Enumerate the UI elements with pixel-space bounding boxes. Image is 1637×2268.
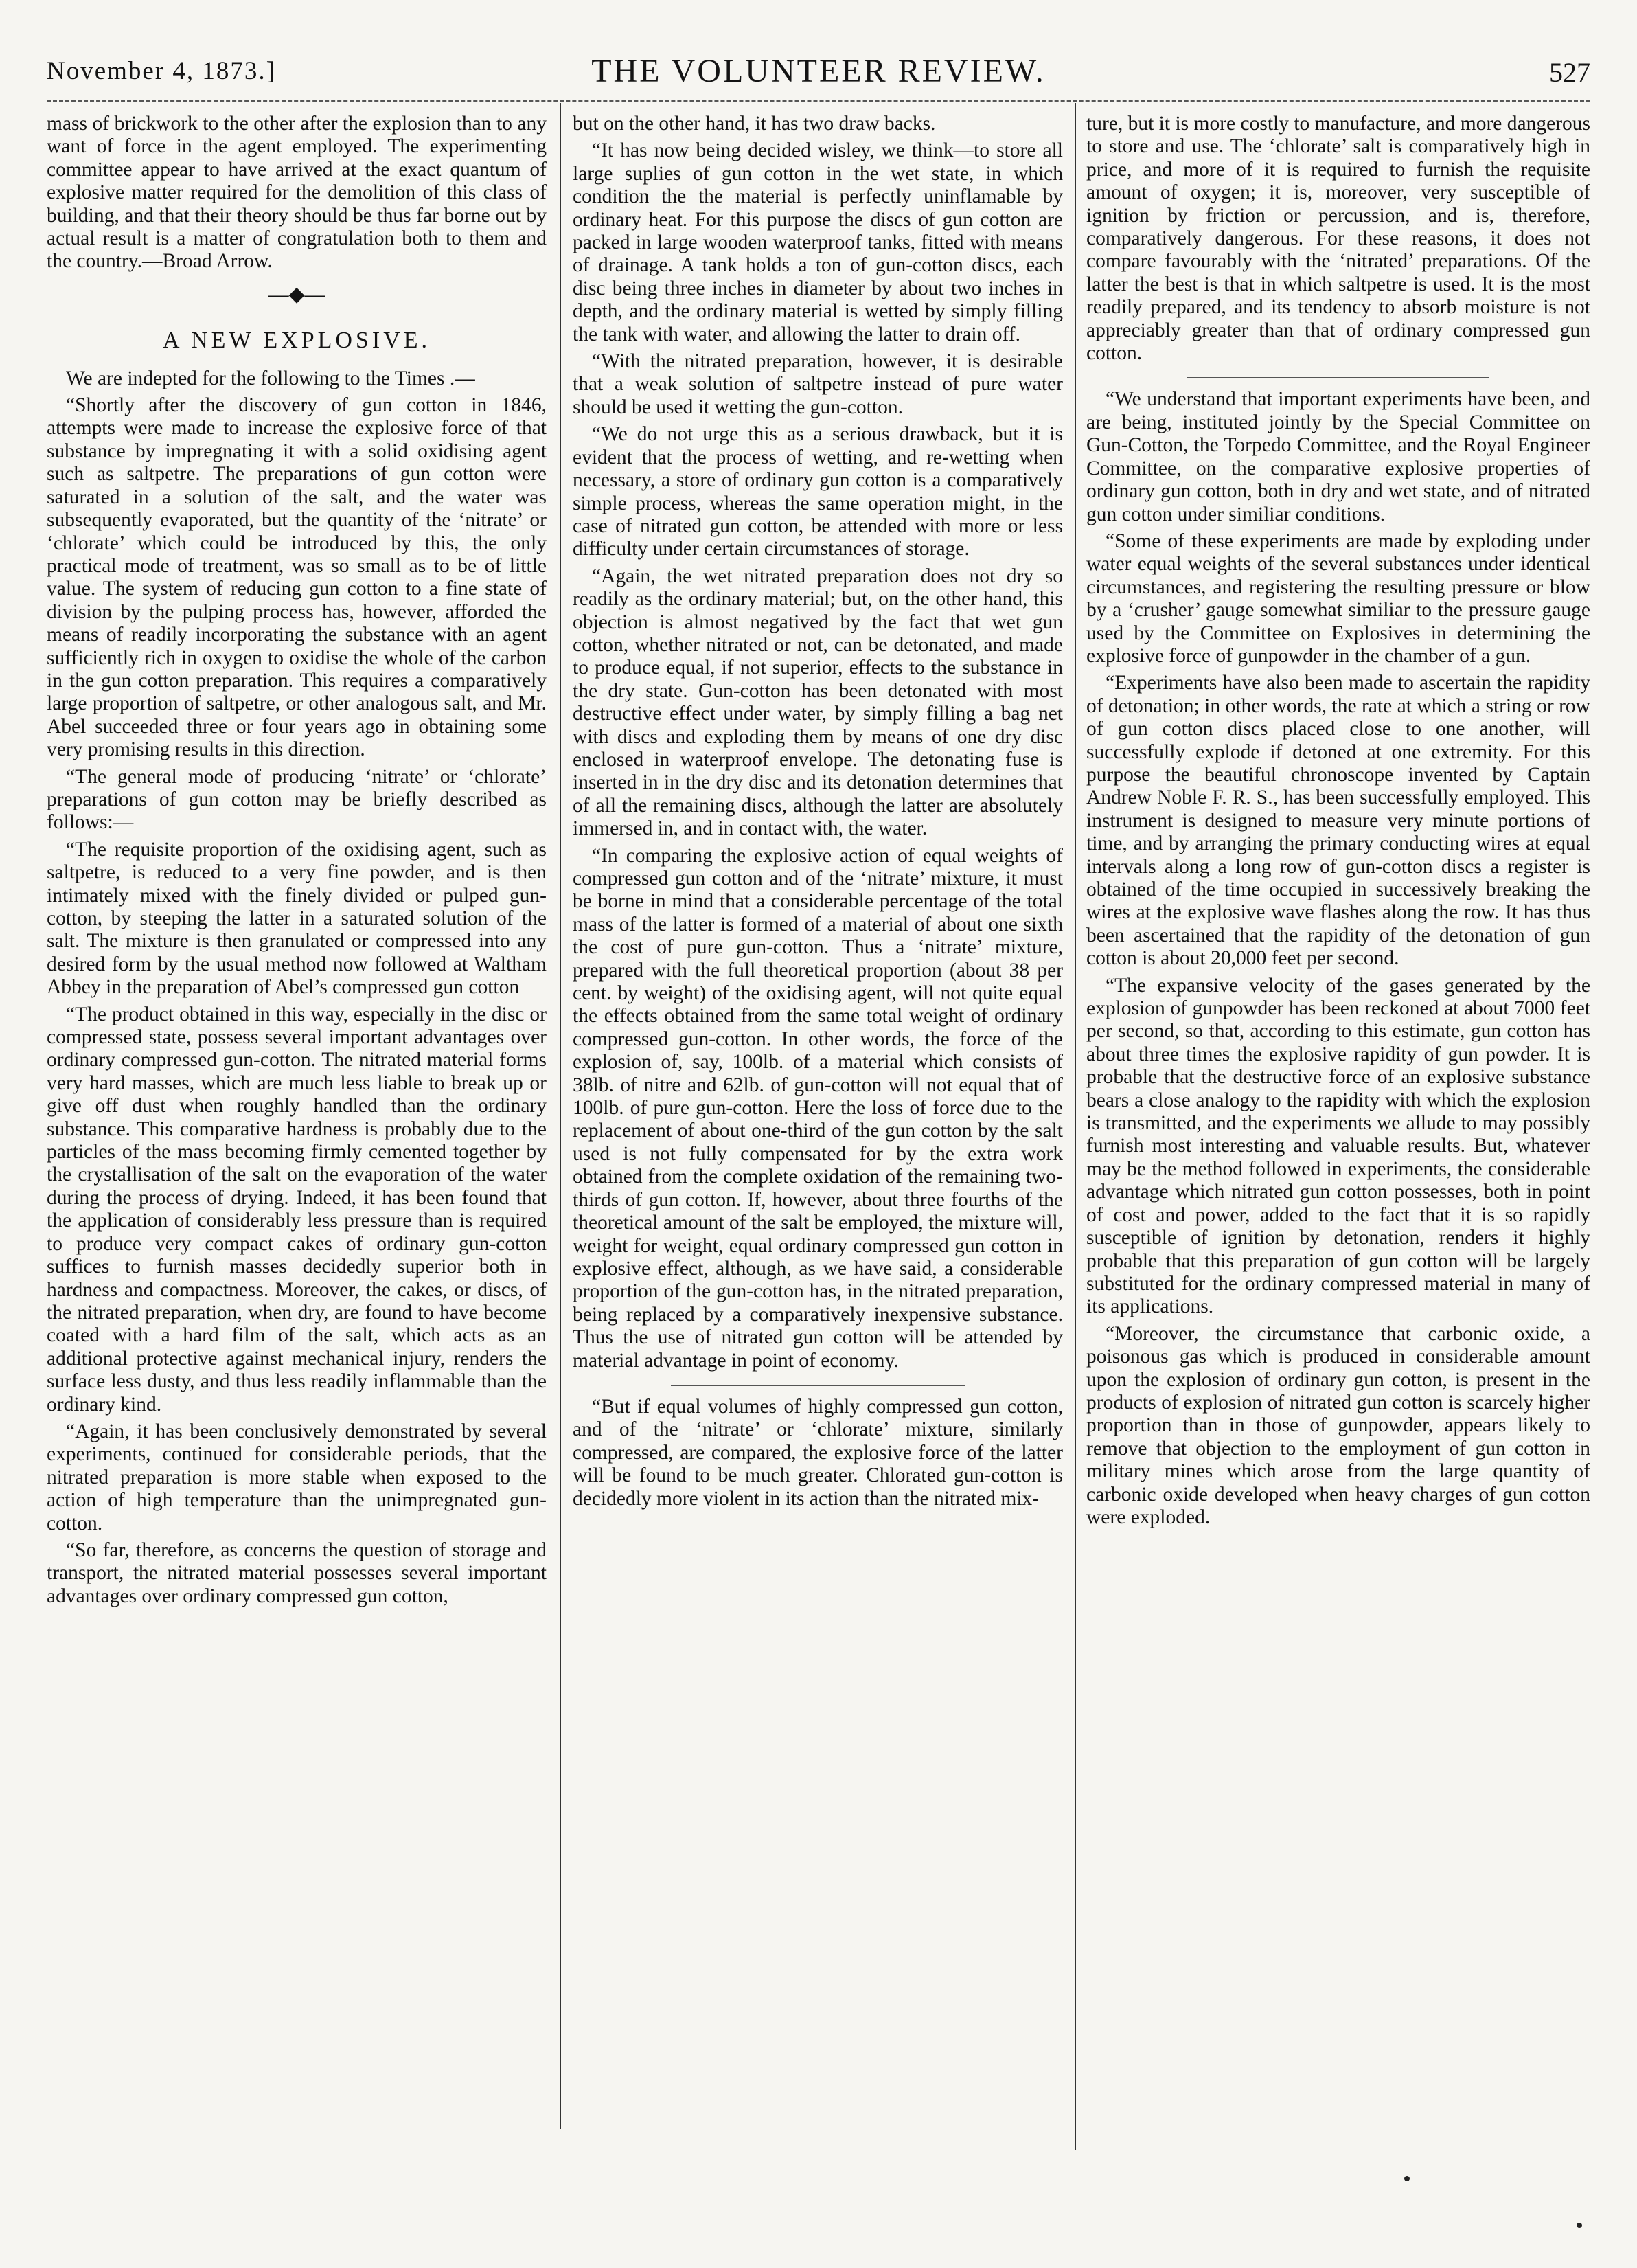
column-3: [1086, 113, 1590, 2159]
paragraph: “Again, the wet nitrated preparation does not dry so readily as the ordinary material; but, on the other hand, this objection is almost negatived by the fact that wet gun cotton, whether nitrated or not, can be detonated, and made to produce equal, if not superior, effects to the substance in the dry state. Gun-cotton has been detonated with most destructive effect under water, by simply filling a bag net with discs and exploding them by means of one dry disc enclosed in waterproof envelope. The detonating fuse is inserted in in the dry disc and its detonation determines that of all the remaining discs, although the latter are absolutely immersed in, and in contact with, the water.: [573, 565, 1063, 840]
continued-paragraph: mass of brickwork to the other after the explosion than to any want of force in the agent employed. The experimenting committee appear to have arrived at the exact quantum of explosive matter required for the demolition of this class of building, and that their theory should be thus far borne out by actual result is a matter of congratulation both to them and the country.—Broad Arrow.: [47, 113, 547, 273]
paragraph: “With the nitrated preparation, however, it is desirable that a weak solution of saltpetre instead of pure water should be used it wetting the gun-cotton.: [573, 350, 1063, 418]
column-2: [573, 113, 1063, 2159]
ink-speck: [1577, 2223, 1582, 2228]
ink-speck: [1404, 2176, 1410, 2181]
paragraph: “Shortly after the discovery of gun cotton in 1846, attempts were made to increase the explosive force of that substance by impregnating it with a solid oxidising agent such as saltpetre. The preparations of gun cotton were saturated in a solution of the salt, and the water was subsequently evaporated, but the quantity of the ‘nitrate’ or ‘chlorate’ which could be introduced by this, the only practical mode of treatment, was so small as to be of little value. The system of reducing gun cotton to a fine state of division by the pulping process has, however, afforded the means of readily incorporating the substance with an agent sufficiently rich in oxygen to oxidise the whole of the carbon in the gun cotton preparation. This requires a comparatively large proportion of saltpetre, or other analogous salt, and Mr. Abel succeeded three or four years ago in obtaining some very promising results in this direction.: [47, 394, 547, 761]
page-number: 527: [1549, 57, 1590, 88]
paragraph: “We do not urge this as a serious drawback, but it is evident that the process of wetting, and re-wetting when necessary, a store of ordinary gun cotton is a comparatively simple process, whereas the same operation might, in the case of nitrated gun cotton, be attended with more or less difficulty under certain circumstances of storage.: [573, 423, 1063, 560]
publication-title: THE VOLUNTEER REVIEW.: [591, 53, 1046, 89]
paragraph: “Moreover, the circumstance that carbonic oxide, a poisonous gas which is produced in considerable amount upon the explosion of ordinary gun cotton, is present in the products of explosion of nitrated gun cotton is scarcely higher proportion than in those of gunpowder, appears likely to remove that objection to the employment of gun cotton in military mines which arose from the large quantity of carbonic oxide developed when heavy charges of gun cotton were exploded.: [1086, 1322, 1590, 1528]
paragraph: “But if equal volumes of highly compressed gun cotton, and of the ‘nitrate’ or ‘chlorate’ mixture, similarly compressed, are compared, the explosive force of the latter will be found to be much greater. Chlorated gun-cotton is decidedly more violent in its action than the nitrated mix-: [573, 1395, 1063, 1510]
paragraph: but on the other hand, it has two draw backs.: [573, 113, 936, 135]
column-1: [47, 113, 547, 2159]
paragraph: “We understand that important experiments have been, and are being, instituted jointly by the Special Committee on Gun-Cotton, the Torpedo Committee, and the Royal Engineer Committee, on the comparative explosive properties of ordinary gun cotton, both in dry and wet state, and of nitrated gun cotton under similiar conditions.: [1086, 388, 1590, 525]
paragraph: “The product obtained in this way, especially in the disc or compressed state, possess several important advantages over ordinary compressed gun-cotton. The nitrated material forms very hard masses, which are much less liable to break up or give off dust when roughly handled than the ordinary substance. This comparative hardness is probably due to the particles of the mass becoming firmly cemented together by the crystallisation of the salt on the evaporation of the water during the process of drying. Indeed, it has been found that the application of considerably less pressure than is required to produce very compact cakes of ordinary gun-cotton suffices to furnish masses decidedly superior both in hardness and compactness. Moreover, the cakes, or discs, of the nitrated preparation, when dry, are found to have become coated with a hard film of the salt, which acts as an additional protective against mechanical injury, renders the surface less dusty, and thus less readily inflammable than the ordinary kind.: [47, 1003, 547, 1416]
paragraph: “Again, it has been conclusively demonstrated by several experiments, continued for considerable periods, that the nitrated preparation is more stable when exposed to the action of high temperature than the unimpregnated gun-cotton.: [47, 1420, 547, 1534]
section-divider-icon: —◆—: [268, 282, 325, 306]
paragraph: “In comparing the explosive action of equal weights of compressed gun cotton and of the ‘nitrate’ mixture, it must be borne in mind that a considerable percentage of the total mass of the latter is formed of a material of about one sixth the cost of pure gun-cotton. Thus a ‘nitrate’ mixture, prepared with the full theoretical proportion (about 38 per cent. by weight) of the oxidising agent, will not quite equal the effects obtained from the same total weight of ordinary compressed gun-cotton. In other words, the force of the explosion of, say, 100lb. of a material which consists of 38lb. of nitre and 62lb. of gun-cotton will not equal that of 100lb. of pure gun-cotton. Here the loss of force due to the replacement of about one-third of the gun cotton by the salt used is not fully compensated for by the extra work obtained from the complete oxidation of the remaining two-thirds of gun cotton. If, however, about three fourths of the theoretical amount of the salt be employed, the mixture will, weight for weight, equal ordinary compressed gun cotton in explosive effect, although, as we have said, a considerable proportion of the gun-cotton has, in the nitrated preparation, being replaced by a comparatively inexpensive substance. Thus the use of nitrated gun cotton will be attended by material advantage in point of economy.: [573, 844, 1063, 1372]
column-rule-1: [560, 103, 561, 2129]
column-rule-2: [1075, 103, 1076, 2150]
header-rule: [47, 100, 1590, 102]
paragraph: “The expansive velocity of the gases generated by the explosion of gunpowder has been reckoned at about 7000 feet per second, so that, according to this estimate, gun cotton has about three times the explosive rapidity of gun powder. It is probable that the destructive force of an explosive substance bears a close analogy to the rapidity with which the explosion is transmitted, and the experiments we allude to may possibly furnish most interesting and valuable results. But, whatever may be the method followed in experiments, the considerable advantage which nitrated gun cotton possesses, both in point of cost and power, added to the fact that it is so rapidly susceptible of ignition by detonation, renders it highly probable that this preparation of gun cotton will be largely substituted for the ordinary compressed material in many of its applications.: [1086, 974, 1590, 1318]
paragraph: “The requisite proportion of the oxidising agent, such as saltpetre, is reduced to a very fine powder, and is then intimately mixed with the finely divided or pulped gun-cotton, by steeping the latter in a saturated solution of the salt. The mixture is then granulated or compressed into any desired form by the usual method now followed at Waltham Abbey in the preparation of Abel’s compressed gun cotton: [47, 838, 547, 999]
paragraph: “Some of these experiments are made by exploding under water equal weights of the several substances under identical circumstances, and registering the resulting pressure or blow by a ‘crusher’ gauge somewhat similiar to the pressure gauge used by the Committee on Explosives in determining the explosive force of gunpowder in the chamber of a gun.: [1086, 530, 1590, 667]
paragraph: “So far, therefore, as concerns the question of storage and transport, the nitrated material possesses several important advantages over ordinary compressed gun cotton,: [47, 1539, 547, 1607]
article-intro: We are indepted for the following to the Times .—: [66, 367, 475, 389]
article-title: A NEW EXPLOSIVE.: [162, 328, 431, 354]
paragraph: “Experiments have also been made to ascertain the rapidity of detonation; in other words, the rate at which a string or row of gun cotton discs placed close to one another, will successfully explode if detoned at one extremity. For this purpose the beautiful chronoscope invented by Captain Andrew Noble F. R. S., has been successfully employed. This instrument is designed to measure very minute portions of time, and by arranging the primary conducting wires at equal intervals along a long row of gun-cotton discs a register is obtained of the time occupied in successively breaking the wires at the explosive wave flashes along the row. It has thus been ascertained that the rapidity of the detonation of gun cotton is about 20,000 feet per second.: [1086, 672, 1590, 970]
issue-date: November 4, 1873.]: [47, 57, 276, 85]
paragraph-separator: [1187, 377, 1489, 378]
paragraph-separator: [671, 1385, 965, 1386]
page-header: [47, 53, 1590, 100]
paragraph: “It has now being decided wisley, we think—to store all large suplies of gun cotton in the wet state, in which condition the the material is perfectly uninflamable by ordinary heat. For this purpose the discs of gun cotton are packed in large wooden waterproof tanks, fitted with means of drainage. A tank holds a ton of gun-cotton discs, each disc being three inches in diameter by about two inches in depth, and the ordinary material is wetted by simply filling the tank with water, and allowing the latter to drain off.: [573, 139, 1063, 345]
paragraph: “The general mode of producing ‘nitrate’ or ‘chlorate’ preparations of gun cotton may be briefly described as follows:—: [47, 765, 547, 834]
paragraph: ture, but it is more costly to manufacture, and more dangerous to store and use. The ‘chlorate’ salt is comparatively high in price, and more of it is required to furnish the requisite amount of oxygen; it is, moreover, very susceptible of ignition by friction or percussion, and is, therefore, comparatively dangerous. For these reasons, it does not compare favourably with the ‘nitrated’ preparations. Of the latter the best is that in which saltpetre is used. It is the most readily prepared, and its tendency to absorb moisture is not appreciably greater than that of ordinary compressed gun cotton.: [1086, 113, 1590, 365]
